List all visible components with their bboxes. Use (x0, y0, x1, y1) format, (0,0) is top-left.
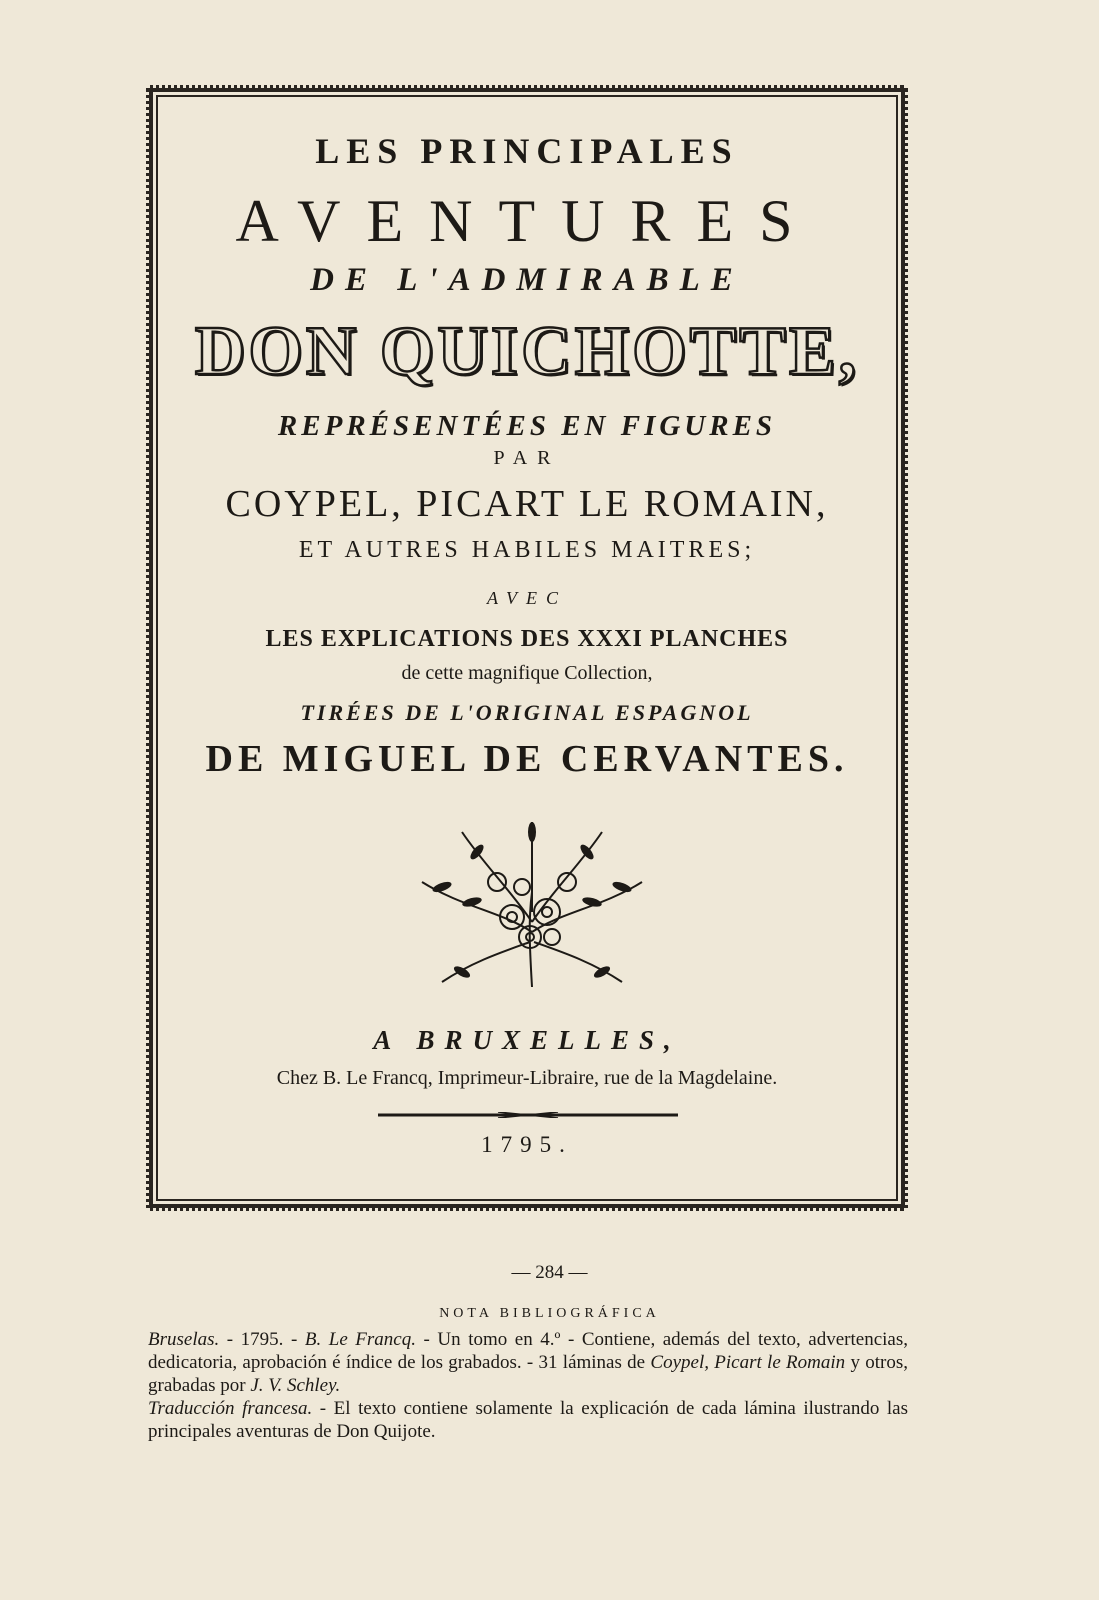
title-line-aventures: AVENTURES (235, 188, 819, 254)
title-line-maitres: ET AUTRES HABILES MAITRES; (298, 537, 756, 563)
imprint-place: A BRUXELLES, (373, 1025, 681, 1055)
title-line-collection: de cette magnifique Collection, (401, 662, 653, 684)
title-line-tirees: TIRÉES DE L'ORIGINAL ESPAGNOL (300, 700, 754, 725)
title-line-don-quichotte: DON QUICHOTTE, (194, 313, 860, 390)
imprint-year: 1795. (481, 1132, 573, 1157)
title-line-representees: REPRÉSENTÉES EN FIGURES (277, 410, 777, 442)
nota-paragraph-1 (148, 1328, 908, 1397)
title-line-explications: LES EXPLICATIONS DES XXXI PLANCHES (265, 626, 789, 652)
nota-paragraph-2 (148, 1397, 908, 1443)
title-line-cervantes: DE MIGUEL DE CERVANTES. (205, 738, 849, 780)
title-line-avec: AVEC (486, 588, 568, 608)
nota-printer: B. Le Francq. (304, 1329, 416, 1350)
nota-translation-label: Traducción francesa. (148, 1398, 313, 1419)
nota-text: - 1795. - (219, 1329, 305, 1350)
nota-text: - El texto contiene solamente la explicación de cada lámina ilustrando las principales aventuras de Don Quijote. (148, 1398, 909, 1442)
ornamental-rule (378, 1112, 678, 1118)
nota-artists: Coypel, Picart le Romain (650, 1352, 846, 1373)
nota-text: y otros, grabadas por (148, 1352, 908, 1396)
page-number: — 284 — (511, 1262, 588, 1283)
nota-bibliografica (148, 1328, 908, 1443)
floral-bouquet-icon (402, 812, 662, 992)
nota-heading: NOTA BIBLIOGRÁFICA (439, 1306, 660, 1321)
nota-city: Bruselas. (148, 1329, 220, 1350)
imprint-printer: Chez B. Le Francq, Imprimeur-Libraire, rue de la Magdelaine. (276, 1067, 778, 1089)
title-line-artists: COYPEL, PICART LE ROMAIN, (225, 483, 829, 525)
nota-text: - Un tomo en 4.º - Contiene, además del texto, advertencias, dedicatoria, aprobación é índice de los grabados. - 31 láminas de (148, 1329, 908, 1373)
title-line-principales: LES PRINCIPALES (315, 131, 739, 171)
title-line-par: PAR (493, 447, 561, 469)
title-line-admirable: DE L'ADMIRABLE (310, 262, 744, 298)
nota-engraver: J. V. Schley. (250, 1375, 341, 1396)
ornamental-border (146, 85, 908, 1211)
